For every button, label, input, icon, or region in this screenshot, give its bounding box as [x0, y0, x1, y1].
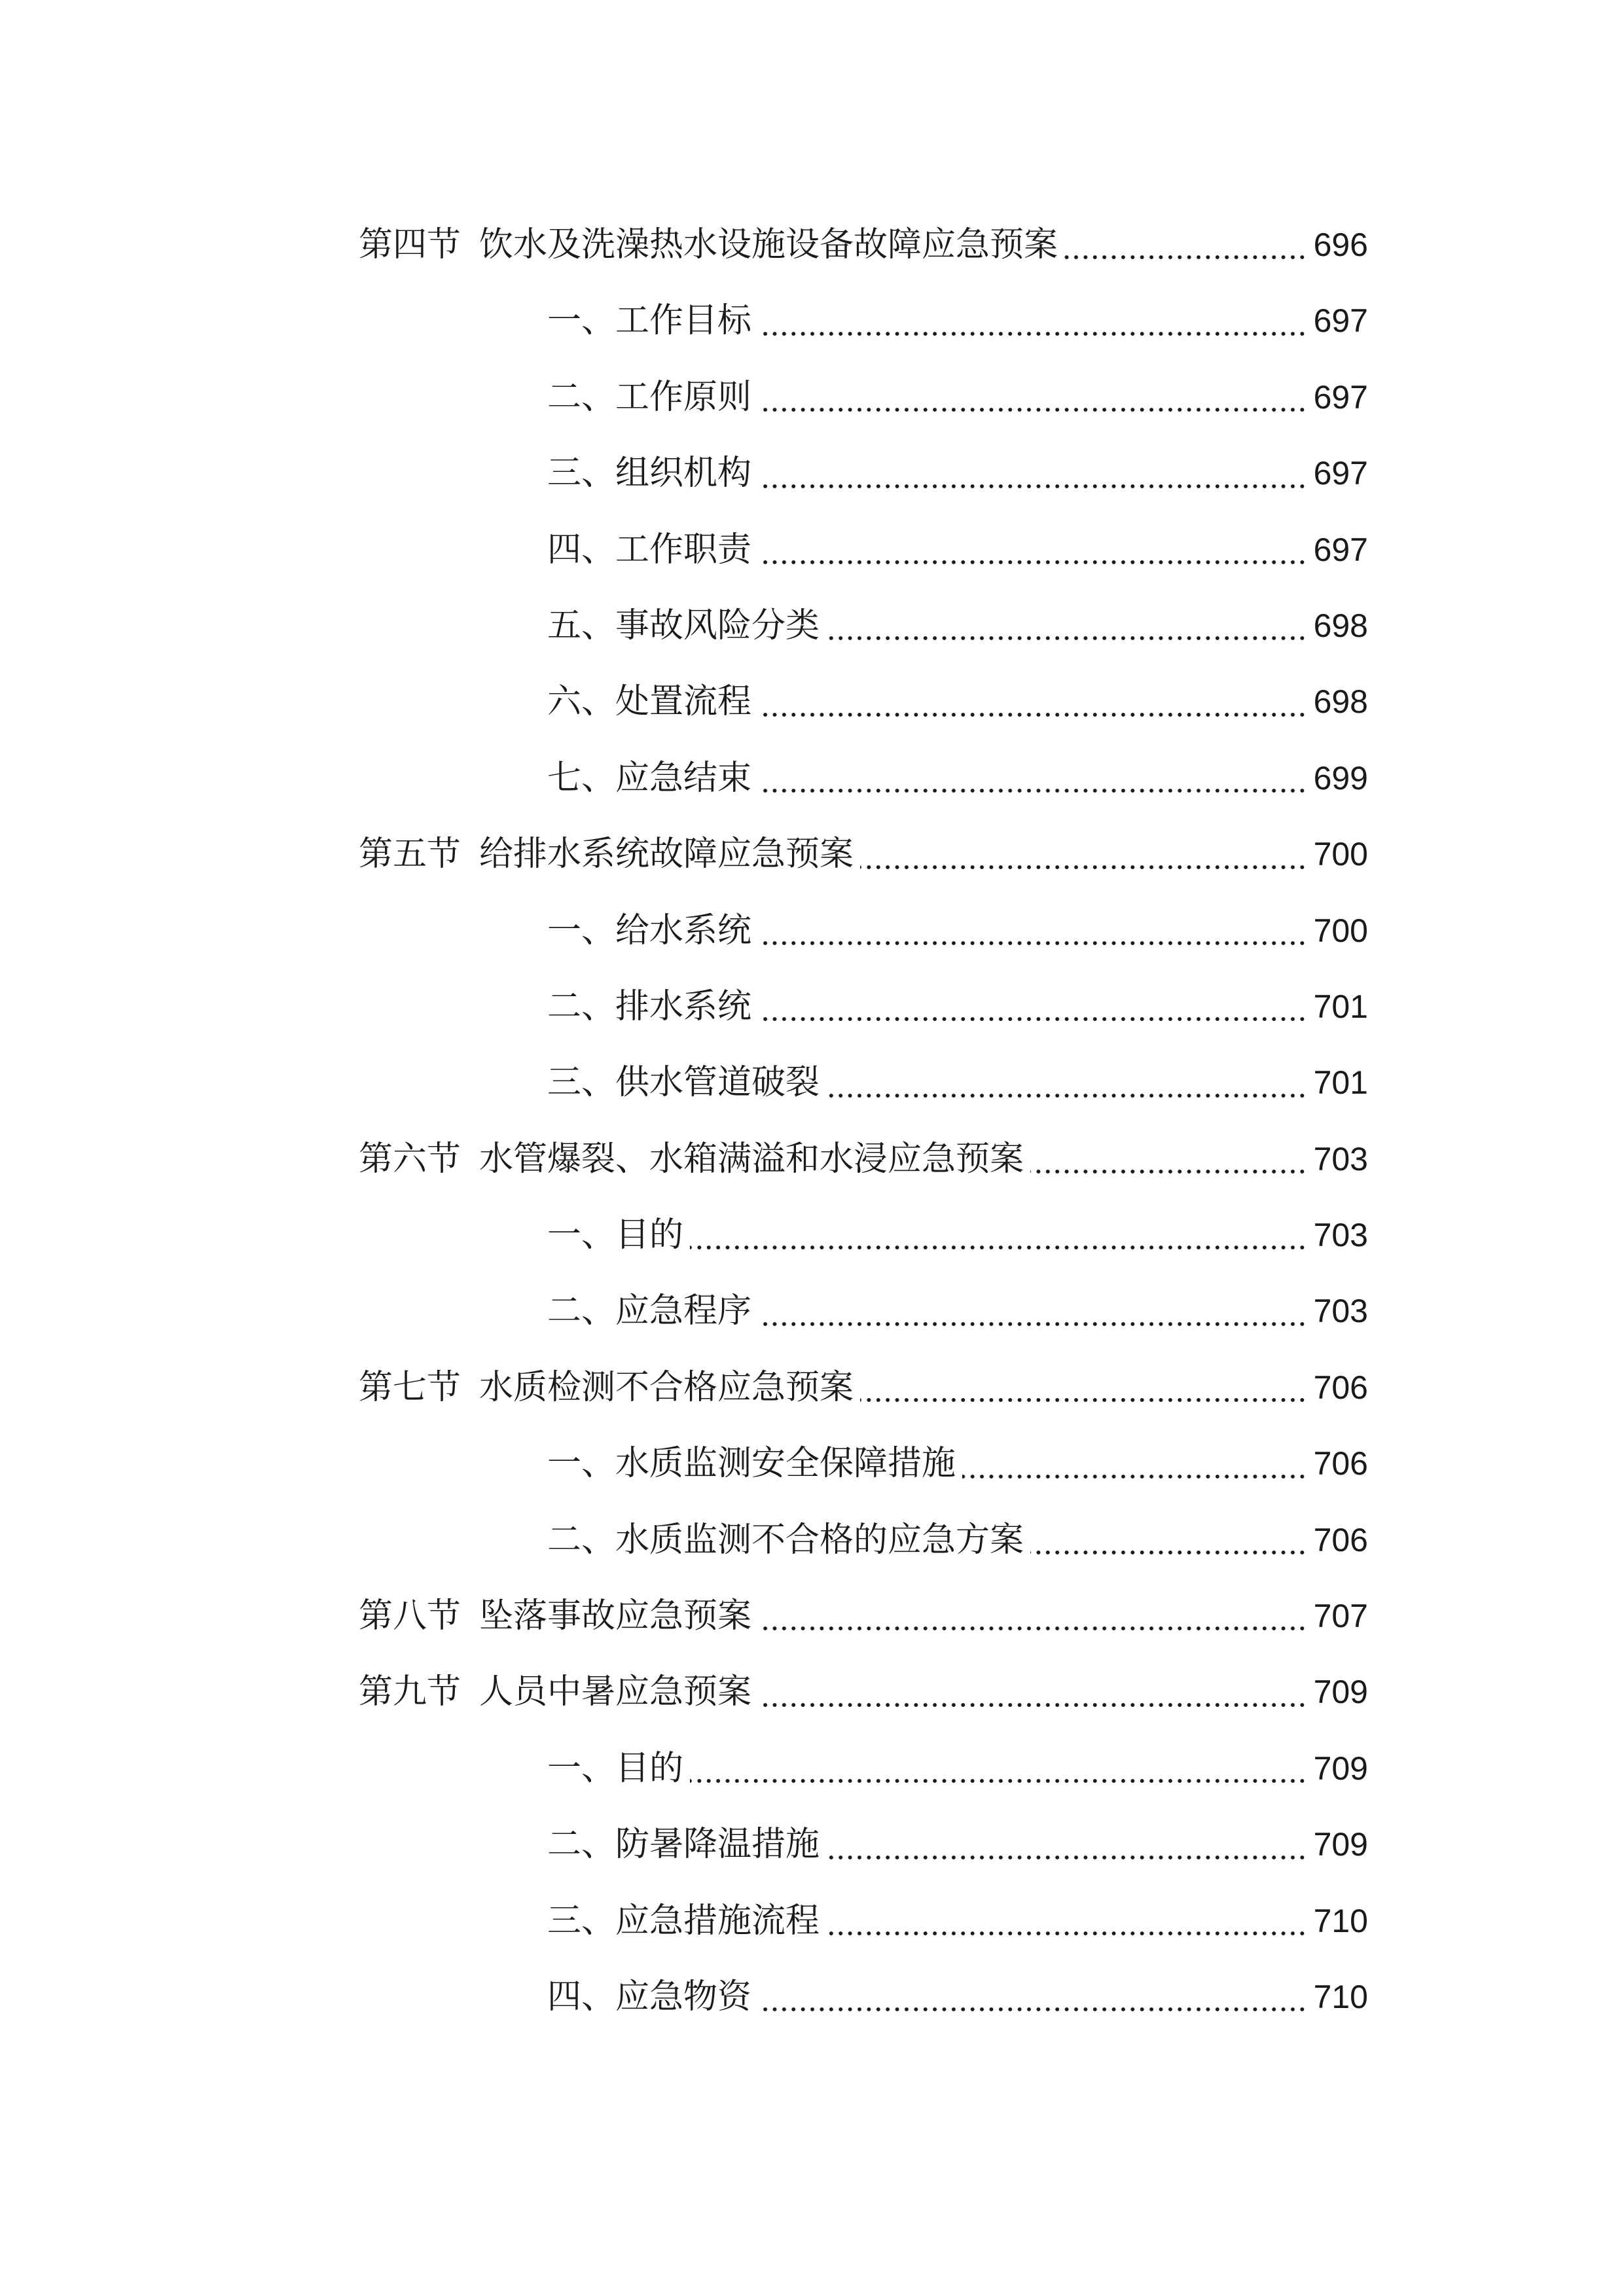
toc-entry-title: 七、应急结束 — [547, 758, 752, 798]
toc-entry-section[interactable] — [359, 1121, 1368, 1197]
toc-page-number: 707 — [1313, 1598, 1368, 1635]
toc-page-number: 697 — [1313, 378, 1368, 416]
toc-entry-subsection[interactable] — [547, 1426, 1368, 1501]
toc-entry-title: 饮水及洗澡热水设施设备故障应急预案 — [479, 225, 1058, 264]
dot-leader — [1064, 221, 1307, 260]
toc-entry-title: 二、工作原则 — [547, 377, 752, 417]
toc-entry-title: 水管爆裂、水箱满溢和水浸应急预案 — [479, 1139, 1024, 1179]
toc-entry-subsection[interactable] — [547, 969, 1368, 1045]
toc-entry-subsection[interactable] — [547, 1502, 1368, 1578]
toc-entry-subsection[interactable] — [547, 1731, 1368, 1806]
dot-leader — [962, 1441, 1307, 1480]
dot-leader — [826, 602, 1307, 641]
dot-leader — [826, 1060, 1307, 1099]
toc-section-label: 第六节 — [359, 1139, 461, 1179]
dot-leader — [758, 755, 1307, 794]
dot-leader — [860, 831, 1307, 870]
toc-entry-section[interactable] — [359, 1350, 1368, 1426]
toc-entry-title: 三、供水管道破裂 — [547, 1063, 820, 1103]
toc-entry-title: 给排水系统故障应急预案 — [479, 834, 854, 874]
toc-page-number: 710 — [1313, 1978, 1368, 2015]
toc-entry-subsection[interactable] — [547, 664, 1368, 740]
toc-page-number: 700 — [1313, 912, 1368, 949]
toc-entry-title: 一、水质监测安全保障措施 — [547, 1444, 956, 1484]
toc-section-label: 第八节 — [359, 1596, 461, 1636]
toc-entry-title: 四、工作职责 — [547, 529, 752, 569]
toc-page-number: 700 — [1313, 836, 1368, 873]
dot-leader — [860, 1364, 1307, 1403]
toc-entry-subsection[interactable] — [547, 740, 1368, 816]
toc-entry-title: 人员中暑应急预案 — [479, 1672, 752, 1712]
dot-leader — [758, 1669, 1307, 1708]
toc-entry-title: 一、目的 — [547, 1748, 684, 1788]
toc-entry-title: 四、应急物资 — [547, 1977, 752, 2017]
toc-page-number: 706 — [1313, 1445, 1368, 1482]
toc-page-number: 697 — [1313, 302, 1368, 340]
toc-entry-subsection[interactable] — [547, 588, 1368, 664]
toc-entry-subsection[interactable] — [547, 283, 1368, 359]
dot-leader — [690, 1745, 1307, 1784]
toc-page-number: 698 — [1313, 683, 1368, 721]
toc-page-number: 697 — [1313, 531, 1368, 568]
toc-entry-subsection[interactable] — [547, 893, 1368, 969]
toc-section-label: 第七节 — [359, 1367, 461, 1407]
dot-leader — [758, 907, 1307, 946]
toc-page-number: 697 — [1313, 455, 1368, 492]
toc-entry-section[interactable] — [359, 207, 1368, 283]
toc-entry-subsection[interactable] — [547, 435, 1368, 511]
dot-leader — [826, 1821, 1307, 1861]
toc-entry-subsection[interactable] — [547, 1883, 1368, 1959]
dot-leader — [758, 679, 1307, 718]
toc-page-number: 696 — [1313, 226, 1368, 263]
toc-section-label: 第九节 — [359, 1672, 461, 1712]
toc-page-number: 709 — [1313, 1749, 1368, 1787]
toc-entry-title: 一、给水系统 — [547, 910, 752, 950]
toc-entry-subsection[interactable] — [547, 1273, 1368, 1349]
toc-entry-title: 三、组织机构 — [547, 454, 752, 493]
dot-leader — [758, 1973, 1307, 2013]
toc-entry-title: 六、处置流程 — [547, 682, 752, 722]
toc-entry-title: 水质检测不合格应急预案 — [479, 1367, 854, 1407]
toc-page-number: 709 — [1313, 1674, 1368, 1711]
dot-leader — [758, 298, 1307, 337]
toc-page-number: 709 — [1313, 1826, 1368, 1863]
toc-entry-subsection[interactable] — [547, 359, 1368, 435]
dot-leader — [826, 1897, 1307, 1937]
toc-page-number: 698 — [1313, 607, 1368, 644]
dot-leader — [758, 526, 1307, 565]
toc-entry-subsection[interactable] — [547, 1959, 1368, 2035]
toc-page-number: 706 — [1313, 1369, 1368, 1406]
toc-page-number: 701 — [1313, 1064, 1368, 1102]
toc-entry-subsection[interactable] — [547, 1806, 1368, 1882]
toc-page-number: 703 — [1313, 1140, 1368, 1177]
dot-leader — [758, 374, 1307, 413]
dot-leader — [1030, 1516, 1307, 1556]
dot-leader — [690, 1211, 1307, 1251]
toc-entry-subsection[interactable] — [547, 512, 1368, 588]
toc-entry-section[interactable] — [359, 1654, 1368, 1730]
toc-page-number: 706 — [1313, 1521, 1368, 1558]
toc-page-number: 703 — [1313, 1293, 1368, 1330]
dot-leader — [758, 1592, 1307, 1632]
toc-page-number: 703 — [1313, 1217, 1368, 1254]
toc-entry-subsection[interactable] — [547, 1197, 1368, 1273]
toc-entry-title: 一、工作目标 — [547, 301, 752, 341]
toc-section-label: 第五节 — [359, 834, 461, 874]
dot-leader — [758, 450, 1307, 490]
table-of-contents — [0, 207, 1624, 2035]
toc-entry-title: 二、水质监测不合格的应急方案 — [547, 1520, 1024, 1560]
toc-entry-section[interactable] — [359, 816, 1368, 892]
toc-page-number: 701 — [1313, 988, 1368, 1025]
toc-entry-subsection[interactable] — [547, 1045, 1368, 1121]
dot-leader — [758, 1288, 1307, 1327]
toc-entry-title: 二、应急程序 — [547, 1291, 752, 1331]
toc-entry-title: 五、事故风险分类 — [547, 605, 820, 645]
toc-entry-title: 三、应急措施流程 — [547, 1901, 820, 1941]
toc-entry-title: 二、排水系统 — [547, 986, 752, 1026]
toc-entry-title: 坠落事故应急预案 — [479, 1596, 752, 1636]
toc-section-label: 第四节 — [359, 225, 461, 264]
dot-leader — [758, 983, 1307, 1022]
toc-page-number: 710 — [1313, 1902, 1368, 1939]
toc-entry-section[interactable] — [359, 1578, 1368, 1654]
toc-entry-title: 一、目的 — [547, 1215, 684, 1255]
toc-page-number: 699 — [1313, 759, 1368, 797]
toc-entry-title: 二、防暑降温措施 — [547, 1825, 820, 1865]
dot-leader — [1030, 1136, 1307, 1175]
